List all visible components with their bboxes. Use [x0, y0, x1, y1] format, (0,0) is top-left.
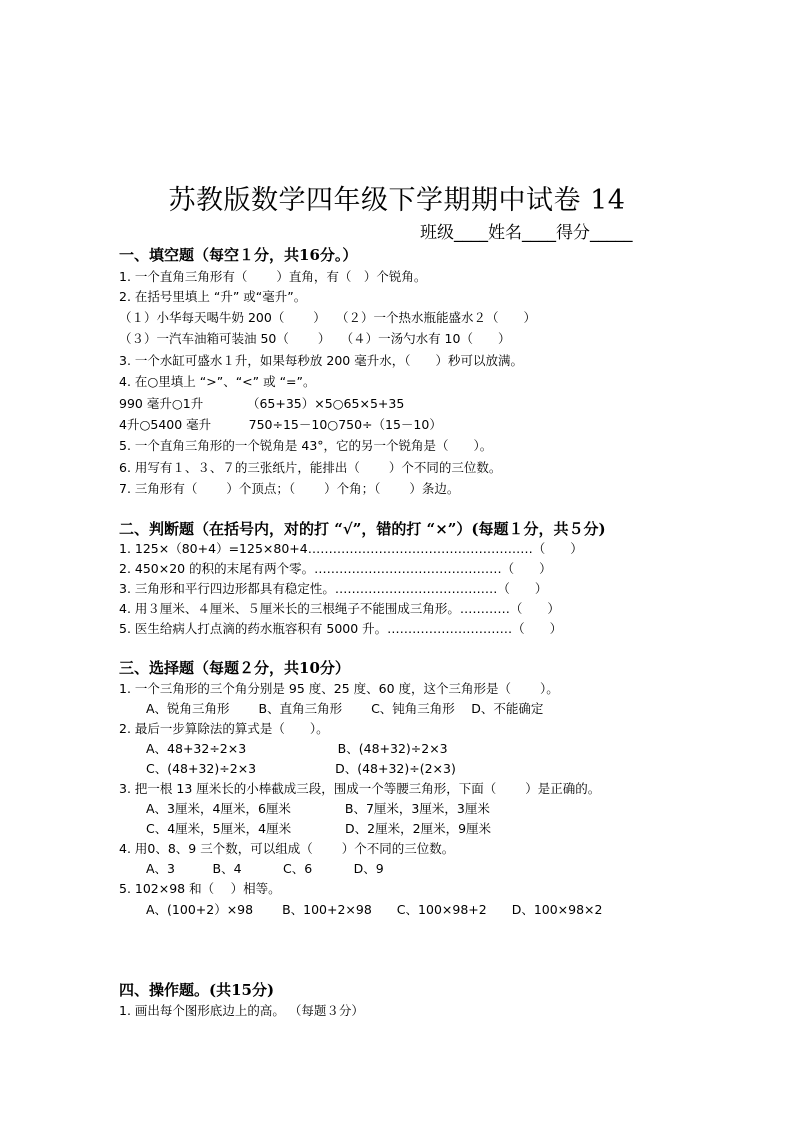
page-title: 苏教版数学四年级下学期期中试卷 14 — [168, 185, 626, 216]
question-line: 2. 在括号里填上 “升” 或“毫升”。 — [119, 289, 307, 304]
question-line: 7. 三角形有（ ）个顶点；（ ）个角；（ ）条边。 — [119, 481, 460, 496]
section-1-heading: 一、填空题（每空１分，共16分。） — [119, 246, 358, 264]
question-line: 990 毫升○1升 （65+35）×5○65×5+35 — [119, 396, 405, 411]
question-line: （３）一汽车油箱可装油 50（ ） （４）一汤勺水有 10（ ） — [119, 331, 511, 346]
question-line: 3. 一个水缸可盛水１升，如果每秒放 200 毫升水，（ ）秒可以放满。 — [119, 353, 523, 368]
section-2-heading: 二、判断题（在括号内，对的打 “√”，错的打 “×”）(每题１分，共５分) — [119, 520, 606, 538]
option-line: A、48+32÷2×3 B、(48+32)÷2×3 — [146, 741, 448, 756]
question-line: 6. 用写有１、３、７的三张纸片，能排出（ ）个不同的三位数。 — [119, 460, 502, 475]
question-line: 5. 医生给病人打点滴的药水瓶容积有 5000 升。…………………………（ ） — [119, 621, 563, 636]
section-4-heading: 四、操作题。(共15分) — [119, 981, 275, 999]
option-line: A、锐角三角形 B、直角三角形 C、钝角三角形 D、不能确定 — [146, 701, 544, 716]
question-line: 5. 102×98 和（ ）相等。 — [119, 881, 281, 896]
student-info-line: 班级____姓名____得分_____ — [420, 223, 633, 243]
option-line: A、3 B、4 C、6 D、9 — [146, 861, 384, 876]
question-line: 3. 三角形和平行四边形都具有稳定性。…………………………………（ ） — [119, 581, 548, 596]
question-line: 4. 用0、8、9 三个数，可以组成（ ）个不同的三位数。 — [119, 841, 455, 856]
question-line: 5. 一个直角三角形的一个锐角是 43°，它的另一个锐角是（ ）。 — [119, 438, 493, 453]
question-line: 4. 用３厘米、４厘米、５厘米长的三根绳子不能围成三角形。…………（ ） — [119, 601, 560, 616]
question-line: 2. 450×20 的积的末尾有两个零。………………………………………（ ） — [119, 561, 552, 576]
question-line: 3. 把一根 13 厘米长的小棒截成三段，围成一个等腰三角形，下面（ ）是正确的。 — [119, 781, 601, 796]
question-line: 1. 一个三角形的三个角分别是 95 度、25 度、60 度，这个三角形是（ ）。 — [119, 681, 559, 696]
section-3-heading: 三、选择题（每题２分，共10分） — [119, 659, 350, 677]
option-line: A、3厘米，4厘米，6厘米 B、7厘米，3厘米，3厘米 — [146, 801, 490, 816]
question-line: 2. 最后一步算除法的算式是（ ）。 — [119, 721, 329, 736]
question-line: 1. 画出每个图形底边上的高。 （每题３分） — [119, 1003, 364, 1018]
question-line: （１）小华每天喝牛奶 200（ ） （２）一个热水瓶能盛水２（ ） — [119, 310, 537, 325]
option-line: C、4厘米，5厘米，4厘米 D、2厘米，2厘米，9厘米 — [146, 821, 492, 836]
question-line: 4升○5400 毫升 750÷15－10○750÷（15－10） — [119, 417, 442, 432]
question-line: 4. 在○里填上 “>”、“<” 或 “=”。 — [119, 374, 316, 389]
question-line: 1. 125×（80+4）=125×80+4………………………………………………（ ） — [119, 541, 583, 556]
option-line: A、(100+2）×98 B、100+2×98 C、100×98+2 D、100×98×2 — [146, 902, 603, 917]
question-line: 1. 一个直角三角形有（ ）直角，有（ ）个锐角。 — [119, 269, 427, 284]
option-line: C、(48+32)÷2×3 D、(48+32)÷(2×3) — [146, 761, 456, 776]
